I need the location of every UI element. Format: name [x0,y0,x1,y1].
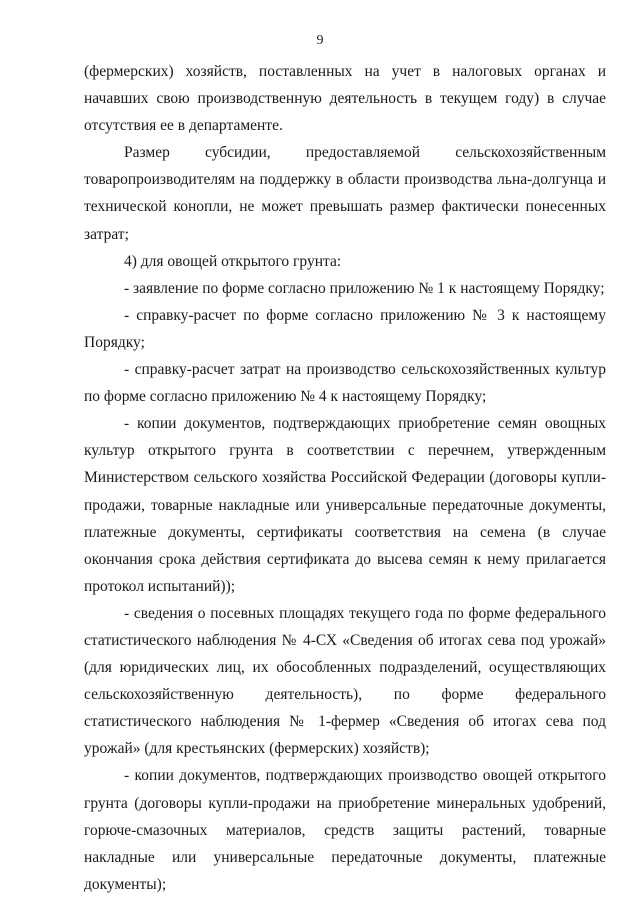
document-body [84,58,606,898]
page-number: 9 [316,33,324,48]
list-item-application: - заявление по форме согласно приложению № 1 к настоящему Порядку; [124,279,605,297]
paragraph-subsidy-size: Размер субсидии, предоставляемой сельскохозяйственным товаропроизводителям на поддержку в области производства льна-долгунца и технической конопли, не может превышать размер фактически понесенных затрат; [84,144,606,243]
paragraph-continuation: (фермерских) хозяйств, поставленных на учет в налоговых органах и начавших свою производственную деятельность в текущем году) в случае отсутствия ее в департаменте. [84,63,606,135]
list-item-seed-documents: - копии документов, подтверждающих приобретение семян овощных культур открытого грунта в соответствии с перечнем, утвержденным Министерством сельского хозяйства Российской Федерации (договоры купли-продажи, товарные накладные или универсальные передаточные документы, платежные документы, сертификаты соответствия на семена (в случае окончания срока действия сертификата до высева семян к нему прилагается протокол испытаний)); [84,415,606,595]
list-item-cost-calculation: - справку-расчет затрат на производство сельскохозяйственных культур по форме согласно приложению № 4 к настоящему Порядку; [84,361,606,406]
list-item-calculation-certificate: - справку-расчет по форме согласно приложению № 3 к настоящему Порядку; [84,306,606,351]
list-item-production-documents: - копии документов, подтверждающих производство овощей открытого грунта (договоры купли-продажи на приобретение минеральных удобрений, горюче-смазочных материалов, средств защиты растений, товарные накладные или универсальные передаточные документы, платежные документы); [84,767,606,893]
list-item-sowing-area-info: - сведения о посевных площадях текущего года по форме федерального статистического наблюдения № 4-СХ «Сведения об итогах сева под урожай» (для юридических лиц, их обособленных подразделений, осуществляющих сельскохозяйственную деятельность), по форме федерального статистического наблюдения № 1-фермер «Сведения об итогах сева под урожай» (для крестьянских (фермерских) хозяйств); [84,604,606,758]
paragraph-item-4-heading: 4) для овощей открытого грунта: [124,252,342,270]
